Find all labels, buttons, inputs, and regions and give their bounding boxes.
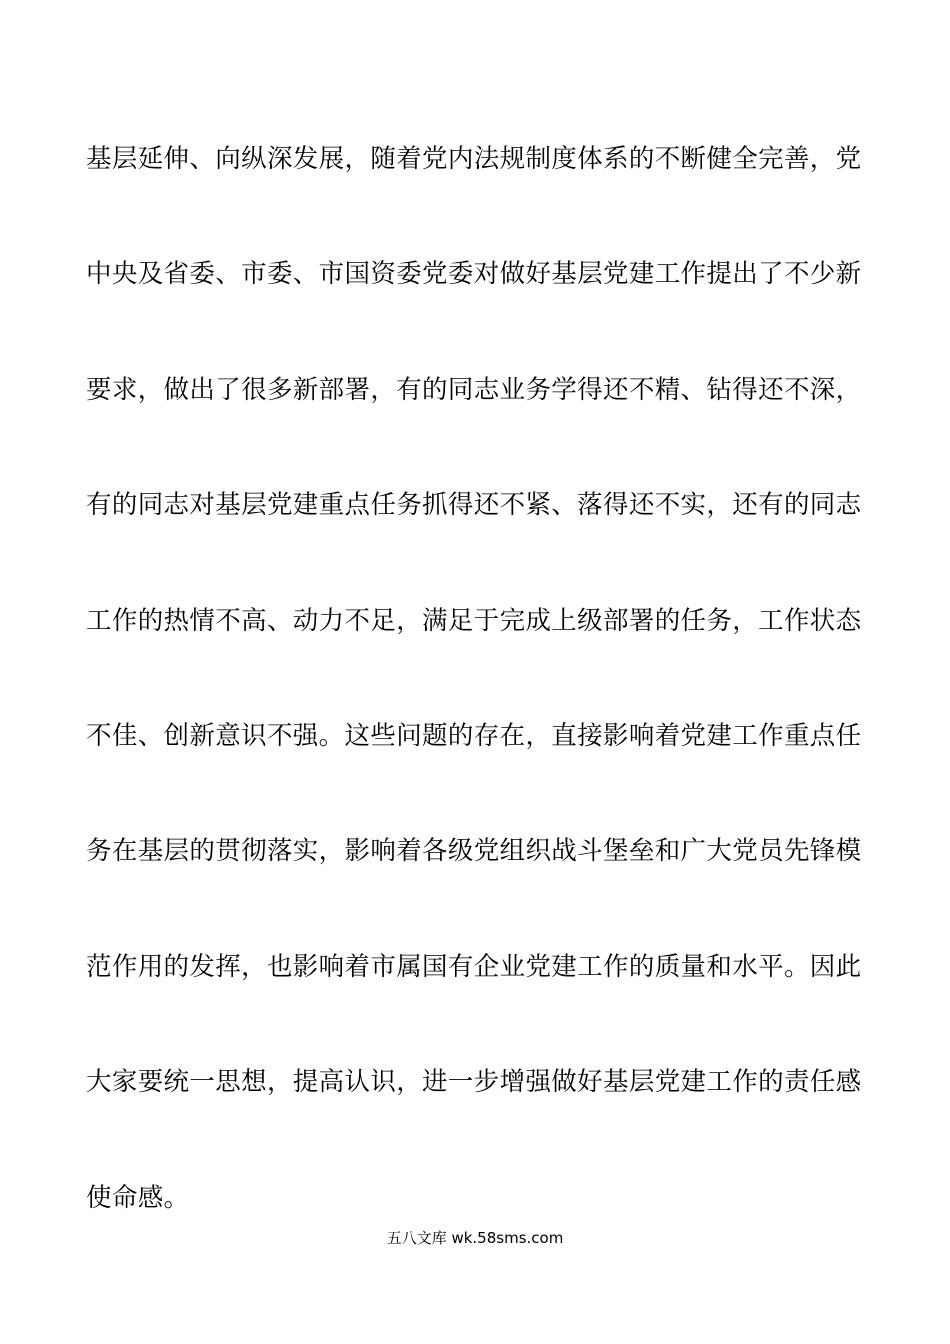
paragraph-line: 大家要统一思想，提高认识，进一步增强做好基层党建工作的责任感 (86, 1067, 862, 1098)
paragraph-line: 中央及省委、市委、市国资委党委对做好基层党建工作提出了不少新 (86, 259, 862, 290)
paragraph-line: 工作的热情不高、动力不足，满足于完成上级部署的任务，工作状态 (86, 605, 862, 636)
paragraph-line: 范作用的发挥，也影响着市属国有企业党建工作的质量和水平。因此 (86, 951, 862, 982)
paragraph-line: 不佳、创新意识不强。这些问题的存在，直接影响着党建工作重点任 (86, 720, 862, 751)
paragraph-line: 有的同志对基层党建重点任务抓得还不紧、落得还不实，还有的同志 (86, 490, 862, 521)
page-footer-watermark: 五八文库 wk.58sms.com (386, 1229, 564, 1247)
paragraph-line: 务在基层的贯彻落实，影响着各级党组织战斗堡垒和广大党员先锋模 (86, 836, 862, 867)
paragraph-line: 基层延伸、向纵深发展，随着党内法规制度体系的不断健全完善，党 (86, 144, 862, 174)
paragraph-line: 要求，做出了很多新部署，有的同志业务学得还不精、钻得还不深， (86, 374, 862, 405)
paragraph-line: 使命感。 (86, 1182, 190, 1213)
document-body (86, 137, 876, 1220)
